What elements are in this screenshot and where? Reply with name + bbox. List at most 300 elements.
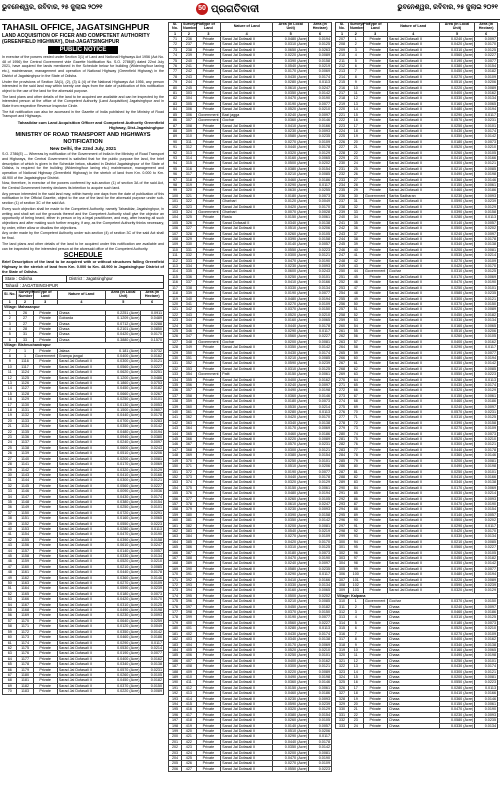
sl-cell: 134 — [169, 377, 182, 382]
area-hectare-cell: 0.0101 — [475, 658, 498, 663]
sl-cell: 105 — [169, 220, 182, 225]
area-hectare-cell: 0.0174 — [309, 74, 332, 79]
land-nature-cell: Sarad Jal Dofasali II — [387, 307, 439, 312]
notification-paragraph: Any person interested in the said land may, within twenty one days from the date of publication of this notification in the Official Gazette, object to the use of the land for the aforesaid purpose under sub-section (1) of section 3C of the said Act. — [2, 191, 164, 206]
table-row — [3, 429, 164, 434]
land-type-cell: Private — [196, 123, 220, 128]
land-type-cell: Private — [196, 264, 220, 269]
land-type-cell: Private — [363, 393, 387, 398]
land-nature-cell: Chasa — [387, 674, 439, 679]
land-nature-cell: Sarad Jal Dofasali II — [387, 377, 439, 382]
area-local-cell: 0.0150 (Acre) — [273, 215, 309, 220]
land-type-cell: Private — [363, 556, 387, 561]
land-type-cell: Private — [363, 231, 387, 236]
area-hectare-cell: 0.0065 — [475, 323, 498, 328]
land-nature-cell: Chasa — [387, 712, 439, 717]
area-local-cell: 0.0380 (Acre) — [106, 499, 141, 504]
area-hectare-cell: 0.0178 — [309, 739, 332, 744]
area-local-cell: 0.0480 (Acre) — [439, 572, 475, 577]
land-nature-cell: Sarad Jal Dofasali II — [387, 285, 439, 290]
area-hectare-cell: 0.0170 — [141, 332, 164, 337]
land-nature-cell: Sarad Jal Dofasali II — [57, 386, 105, 391]
area-hectare-cell: 0.0198 — [309, 674, 332, 679]
area-local-cell: 0.0390 (Acre) — [273, 58, 309, 63]
sl-cell: 152 — [169, 474, 182, 479]
land-type-cell: Private — [33, 316, 57, 321]
plot-cell: 1152 — [17, 521, 33, 526]
plot-cell: 41 — [348, 253, 363, 258]
area-hectare-cell: 0.0061 — [309, 485, 332, 490]
sl-cell: 120 — [169, 301, 182, 306]
col-plot-header: Survey/Plot Number — [183, 22, 204, 30]
col-type-header: Type of Land — [33, 291, 57, 300]
land-nature-cell: Chasa — [387, 701, 439, 706]
land-type-cell: Private — [196, 664, 220, 669]
plot-cell: 64 — [348, 377, 363, 382]
area-hectare-cell: 0.0170 — [309, 415, 332, 420]
area-local-cell: 0.0150 (Acre) — [273, 372, 309, 377]
land-type-cell: Private — [33, 489, 57, 494]
plot-cell: 1165 — [17, 591, 33, 596]
area-hectare-cell: 0.0097 — [475, 404, 498, 409]
notice-column-1 — [2, 22, 164, 786]
sl-cell: 98 — [169, 182, 182, 187]
land-type-cell: Private — [196, 739, 220, 744]
area-hectare-cell: 0.0247 — [309, 85, 332, 90]
sl-cell: 183 — [169, 642, 182, 647]
area-hectare-cell: 0.0850 — [141, 326, 164, 331]
sl-cell: 130 — [169, 355, 182, 360]
area-local-cell: 0.0360 (Acre) — [439, 696, 475, 701]
land-nature-cell: Sarad Jal Dofasali II — [57, 462, 105, 467]
plot-cell: 1147 — [17, 494, 33, 499]
land-type-cell: Private — [196, 615, 220, 620]
land-nature-cell: Sarad Jal Dofasali II — [387, 339, 439, 344]
area-local-cell: 0.0230 (Acre) — [273, 264, 309, 269]
sl-cell: 254 — [336, 291, 349, 296]
sl-cell: 287 — [336, 469, 349, 474]
area-local-cell: 0.0300 (Acre) — [106, 359, 141, 364]
land-type-cell: Private — [196, 80, 220, 85]
area-hectare-cell: 0.0239 — [141, 586, 164, 591]
table-row — [3, 543, 164, 548]
area-local-cell: 0.0260 (Acre) — [106, 672, 141, 677]
area-hectare-cell: 0.0142 — [309, 518, 332, 523]
area-local-cell: 0.0300 (Acre) — [439, 161, 475, 166]
plot-cell: 37 — [348, 231, 363, 236]
area-hectare-cell: 0.0097 — [475, 37, 498, 42]
sl-cell: 295 — [336, 512, 349, 517]
area-local-cell: 0.0280 (Acre) — [273, 626, 309, 631]
area-local-cell: 0.0220 (Acre) — [273, 669, 309, 674]
area-hectare-cell: 0.0178 — [475, 237, 498, 242]
land-nature-cell: Sarad Jal Dofasali II — [387, 274, 439, 279]
plot-cell: 60 — [348, 355, 363, 360]
area-hectare-cell: 0.0077 — [309, 101, 332, 106]
area-local-cell: 0.0310 (Acre) — [439, 615, 475, 620]
col-sl-header: Sl. No. — [169, 23, 182, 32]
plot-cell: 338 — [182, 285, 197, 290]
area-local-cell: 0.0480 (Acre) — [273, 491, 309, 496]
area-local-cell: 0.0150 (Acre) — [439, 393, 475, 398]
area-hectare-cell: 0.0214 — [475, 253, 498, 258]
land-nature-cell: Sarad Jal Dofasali II — [57, 640, 105, 645]
area-local-cell: 0.0470 (Acre) — [439, 280, 475, 285]
area-local-cell: 0.0490 (Acre) — [273, 388, 309, 393]
land-nature-cell: Patit — [221, 372, 273, 377]
plot-cell: 358 — [182, 393, 197, 398]
plot-cell: 1127 — [17, 386, 33, 391]
sl-cell: 224 — [336, 128, 349, 133]
land-type-cell: Private — [196, 577, 220, 582]
land-nature-cell: Sarad Jal Dofasali II — [221, 701, 273, 706]
area-local-cell: 0.0140 (Acre) — [106, 548, 141, 553]
land-nature-cell: Sarad Jal Dofasali II — [221, 712, 273, 717]
area-hectare-cell: 0.0061 — [475, 393, 498, 398]
land-nature-cell: Chasa — [387, 626, 439, 631]
sl-cell: 62 — [3, 645, 17, 650]
plot-cell: 327 — [182, 226, 197, 231]
area-hectare-cell: 0.0065 — [475, 647, 498, 652]
table-row — [3, 370, 164, 375]
land-type-cell: Private — [33, 683, 57, 688]
area-local-cell: 0.0460 (Acre) — [439, 399, 475, 404]
land-nature-cell: Sarad Jal Dofasali II — [221, 69, 273, 74]
sl-cell: 292 — [336, 496, 349, 501]
sl-cell: 228 — [336, 150, 349, 155]
plot-cell: 1 — [17, 353, 33, 358]
area-local-cell: 0.0360 (Acre) — [439, 453, 475, 458]
plot-cell: 38 — [348, 237, 363, 242]
area-local-cell: 0.0310 (Acre) — [439, 47, 475, 52]
plot-cell: 102 — [348, 583, 363, 588]
plot-cell: 9 — [348, 80, 363, 85]
land-type-cell: Private — [363, 307, 387, 312]
area-hectare-cell: 0.0259 — [141, 618, 164, 623]
area-local-cell: 0.0450 (Acre) — [273, 604, 309, 609]
area-hectare-cell: 0.0125 — [309, 366, 332, 371]
area-local-cell: 0.0190 (Acre) — [439, 566, 475, 571]
land-nature-cell: Sarad Jal Dofasali II — [387, 231, 439, 236]
land-nature-cell: Sarad Jal Dofasali II — [387, 420, 439, 425]
land-type-cell: Private — [196, 485, 220, 490]
land-nature-cell: Sarad Jal Dofasali II — [387, 80, 439, 85]
land-type-cell: Private — [196, 707, 220, 712]
table-row — [3, 645, 164, 650]
plot-cell: 308 — [182, 123, 197, 128]
land-nature-cell: Sarad Jal Dofasali II — [221, 734, 273, 739]
area-local-cell: 0.0340 (Acre) — [439, 242, 475, 247]
land-nature-cell: Sarad Jal Dofasali II — [57, 516, 105, 521]
area-hectare-cell: 0.0194 — [309, 296, 332, 301]
area-local-cell: 0.0500 (Acre) — [273, 593, 309, 598]
land-type-cell: Private — [196, 307, 220, 312]
land-type-cell: Private — [33, 467, 57, 472]
area-hectare-cell: 0.0134 — [309, 285, 332, 290]
plot-cell: 8 — [348, 637, 363, 642]
land-nature-cell: Sarad Jal Dofasali II — [387, 210, 439, 215]
land-nature-cell: Sarad Jal Dofasali II — [221, 599, 273, 604]
area-hectare-cell: 0.0065 — [309, 318, 332, 323]
area-local-cell: 0.0420 (Acre) — [439, 42, 475, 47]
land-type-cell: Private — [33, 494, 57, 499]
sl-cell: 311 — [336, 604, 349, 609]
sl-cell: 158 — [169, 507, 182, 512]
plot-cell: 33 — [17, 337, 33, 342]
area-local-cell: 0.0570 (Acre) — [106, 667, 141, 672]
table-row — [3, 510, 164, 515]
plot-cell: 35 — [348, 220, 363, 225]
land-type-cell: Private — [363, 69, 387, 74]
area-local-cell: 0.0200 (Acre) — [439, 674, 475, 679]
plot-cell: 39 — [348, 242, 363, 247]
land-nature-cell: Jalasa — [57, 348, 105, 353]
land-type-cell: Private — [196, 107, 220, 112]
area-local-cell: 0.0260 (Acre) — [439, 550, 475, 555]
land-type-cell: Private — [196, 91, 220, 96]
area-hectare-cell: 0.0146 — [475, 453, 498, 458]
area-local-cell: 0.0390 (Acre) — [439, 420, 475, 425]
land-type-cell: Private — [196, 85, 220, 90]
state-label: State : Odisha — [3, 276, 67, 283]
area-local-cell: 0.0210 (Acre) — [439, 366, 475, 371]
area-hectare-cell: 0.0101 — [309, 274, 332, 279]
sl-cell: 132 — [169, 366, 182, 371]
land-type-cell: Private — [363, 253, 387, 258]
land-nature-cell: Sarad Jal Dofasali II — [221, 80, 273, 85]
plot-cell: 322 — [182, 199, 197, 204]
plot-cell: 331 — [182, 247, 197, 252]
land-type-cell: Private — [196, 139, 220, 144]
land-nature-cell: Sarad Jal Dofasali II — [221, 139, 273, 144]
land-type-cell: Private — [363, 431, 387, 436]
area-hectare-cell: 0.0166 — [309, 123, 332, 128]
plot-cell: 315 — [182, 161, 197, 166]
plot-cell: 314 — [182, 155, 197, 160]
area-local-cell: 0.0190 (Acre) — [106, 651, 141, 656]
sl-cell: 113 — [169, 264, 182, 269]
area-local-cell: 0.0400 (Acre) — [106, 353, 141, 358]
area-local-cell: 0.0250 (Acre) — [273, 653, 309, 658]
land-nature-cell: Sarad Jal Dofasali II — [221, 58, 273, 63]
table-row — [3, 602, 164, 607]
area-local-cell: 0.0300 (Acre) — [439, 442, 475, 447]
land-type-cell: Private — [363, 301, 387, 306]
area-local-cell: 0.0530 (Acre) — [439, 253, 475, 258]
area-hectare-cell: 0.0073 — [309, 193, 332, 198]
area-local-cell: 0.0140 (Acre) — [273, 723, 309, 728]
sl-cell: 71 — [169, 37, 182, 42]
plot-cell: 34 — [348, 215, 363, 220]
plot-cell: 82 — [348, 474, 363, 479]
area-local-cell: 0.0330 (Acre) — [439, 318, 475, 323]
sl-cell: 166 — [169, 550, 182, 555]
sl-cell: 214 — [336, 74, 349, 79]
sl-cell: 53 — [3, 597, 17, 602]
area-local-cell: 0.0200 (Acre) — [106, 456, 141, 461]
plot-cell: 240 — [182, 58, 197, 63]
sl-cell: 250 — [336, 269, 349, 274]
land-nature-cell: Chasa — [57, 332, 105, 337]
land-nature-cell: Sarad Jal Dofasali II — [57, 499, 105, 504]
land-type-cell: Private — [33, 618, 57, 623]
plot-cell: 28 — [17, 326, 33, 331]
plot-cell: 66 — [348, 388, 363, 393]
plot-cell: 20 — [348, 701, 363, 706]
area-local-cell: 0.0290 (Acre) — [106, 640, 141, 645]
land-nature-cell: Sarad Jal Dofasali II — [387, 220, 439, 225]
area-hectare-cell: 0.0113 — [475, 685, 498, 690]
notice-paragraph: The land plans and other details of the land to be acquired are available and can be inspected by the interested person at the office of the Competent Authority (Land Acquisition) Jagatsinghpur and in State from respective Revenue Inspector Circle. — [2, 94, 164, 109]
area-hectare-cell: 0.0186 — [475, 188, 498, 193]
plot-cell: 353 — [182, 366, 197, 371]
land-type-cell: Private — [363, 328, 387, 333]
area-local-cell: 0.0440 (Acre) — [439, 447, 475, 452]
plot-cell: 1146 — [17, 489, 33, 494]
land-type-cell: Private — [196, 539, 220, 544]
plot-cell: 409 — [182, 669, 197, 674]
sl-cell: 82 — [169, 96, 182, 101]
land-type-cell: Private — [363, 680, 387, 685]
area-hectare-cell: 0.0182 — [475, 312, 498, 317]
sl-cell: 208 — [336, 42, 349, 47]
land-type-cell: Private — [33, 370, 57, 375]
plot-cell: 97 — [348, 556, 363, 561]
sl-cell: 239 — [336, 210, 349, 215]
land-type-cell: Private — [363, 712, 387, 717]
sl-cell: 309 — [336, 588, 349, 593]
area-hectare-cell: 0.0154 — [475, 507, 498, 512]
sl-cell: 139 — [169, 404, 182, 409]
sl-cell: 54 — [3, 602, 17, 607]
land-nature-cell: Sarad Jal Dofasali II — [57, 645, 105, 650]
table-row — [3, 462, 164, 467]
area-local-cell: 0.0480 (Acre) — [273, 296, 309, 301]
plot-cell: 242 — [182, 69, 197, 74]
sl-cell: 192 — [169, 691, 182, 696]
sl-cell: 169 — [169, 566, 182, 571]
land-nature-cell: Sarad Jal Dofasali II — [221, 37, 273, 42]
sl-cell: 56 — [3, 613, 17, 618]
sl-cell: 178 — [169, 615, 182, 620]
area-local-cell: 0.0440 (Acre) — [273, 145, 309, 150]
plot-cell: 22 — [348, 150, 363, 155]
sl-cell: 49 — [3, 575, 17, 580]
plot-cell: 361 — [182, 410, 197, 415]
area-hectare-cell: 0.0247 — [309, 501, 332, 506]
area-hectare-cell: 0.0146 — [475, 696, 498, 701]
area-hectare-cell: 0.0089 — [475, 85, 498, 90]
land-nature-cell: Chasa — [387, 615, 439, 620]
land-type-cell: Private — [33, 408, 57, 413]
area-local-cell: 0.0650 (Acre) — [273, 47, 309, 52]
land-nature-cell: Sarad Jal Dofasali II — [221, 593, 273, 598]
land-type-cell: Private — [363, 258, 387, 263]
plot-cell: 1126 — [17, 381, 33, 386]
plot-cell: 414 — [182, 696, 197, 701]
land-type-cell: Private — [33, 521, 57, 526]
sl-cell: 29 — [3, 467, 17, 472]
sl-cell: 330 — [336, 707, 349, 712]
sl-cell: 162 — [169, 528, 182, 533]
land-type-cell: Private — [363, 204, 387, 209]
land-type-cell: Private — [363, 91, 387, 96]
plot-cell: 58 — [348, 345, 363, 350]
sl-cell: 267 — [336, 361, 349, 366]
land-nature-cell: Sarad Jal Dofasali II — [57, 402, 105, 407]
plot-cell: 25 — [348, 166, 363, 171]
sl-cell: 247 — [336, 253, 349, 258]
land-type-cell: Private — [196, 674, 220, 679]
area-local-cell: 0.0430 (Acre) — [439, 128, 475, 133]
land-type-cell: Government — [365, 599, 386, 604]
area-hectare-cell: 0.0138 — [141, 662, 164, 667]
plot-cell: 360 — [182, 404, 197, 409]
plot-cell: 1129 — [17, 397, 33, 402]
land-type-cell: Private — [363, 172, 387, 177]
land-type-cell: Private — [363, 177, 387, 182]
area-local-cell: 0.0160 (Acre) — [106, 516, 141, 521]
plot-cell: 332 — [182, 253, 197, 258]
land-nature-cell: Sarad Jal Dofasali II — [387, 47, 439, 52]
land-nature-cell: Sarad Jal Dofasali II — [57, 543, 105, 548]
land-type-cell: Government — [196, 112, 220, 117]
plot-cell: 1168 — [17, 608, 33, 613]
area-hectare-cell: 0.0093 — [309, 696, 332, 701]
plot-cell: 14 — [348, 107, 363, 112]
sl-cell: 284 — [336, 453, 349, 458]
land-nature-cell: Sarad Jal Dofasali II — [57, 510, 105, 515]
area-local-cell: 0.0550 (Acre) — [439, 680, 475, 685]
table-row — [3, 424, 164, 429]
area-hectare-cell: 0.0166 — [309, 577, 332, 582]
area-hectare-cell: 0.0097 — [309, 112, 332, 117]
plot-cell: 366 — [182, 437, 197, 442]
area-hectare-cell: 0.0057 — [141, 548, 164, 553]
land-nature-cell: Sarad Jal Dofasali II — [387, 291, 439, 296]
plot-cell: 1143 — [17, 472, 33, 477]
schedule-description: Brief Description of the land to be acquired with or without structures falling Greenfield Highway in the stretch of land from Km. 0.000 to Km. 48.900 in Jagatsinghpur District of the State of Odisha. — [2, 260, 164, 274]
sl-cell: 302 — [336, 550, 349, 555]
area-local-cell: 0.0480 (Acre) — [439, 107, 475, 112]
area-local-cell: 0.0190 (Acre) — [439, 58, 475, 63]
area-hectare-cell: 0.0223 — [309, 247, 332, 252]
land-type-cell: Private — [196, 404, 220, 409]
area-local-cell: 0.0660 (Acre) — [106, 391, 141, 396]
land-nature-cell: Sarad Jal Dofasali II — [221, 610, 273, 615]
land-nature-cell: Chasa — [387, 637, 439, 642]
land-nature-cell: Sarad Jal Dofasali II — [221, 318, 273, 323]
plot-cell: 386 — [182, 545, 197, 550]
area-hectare-cell: 0.0105 — [475, 334, 498, 339]
land-nature-cell: Chasa — [387, 604, 439, 609]
sl-cell: 209 — [336, 47, 349, 52]
plot-cell: 17 — [348, 123, 363, 128]
land-nature-cell: Sarad Jal Dofasali II — [221, 172, 273, 177]
area-local-cell: 0.0290 (Acre) — [273, 734, 309, 739]
land-nature-cell: Sarad Jal Dofasali II — [221, 723, 273, 728]
table-row — [3, 656, 164, 661]
area-local-cell: 0.0720 (Acre) — [106, 510, 141, 515]
sl-cell: 313 — [336, 615, 349, 620]
land-nature-cell: Sarad Jal Dofasali II — [387, 485, 439, 490]
land-type-cell: Private — [363, 491, 387, 496]
sl-cell: 55 — [3, 608, 17, 613]
land-type-cell: Private — [363, 420, 387, 425]
sl-cell: 263 — [336, 339, 349, 344]
land-type-cell: Private — [363, 539, 387, 544]
sl-cell: 234 — [336, 182, 349, 187]
